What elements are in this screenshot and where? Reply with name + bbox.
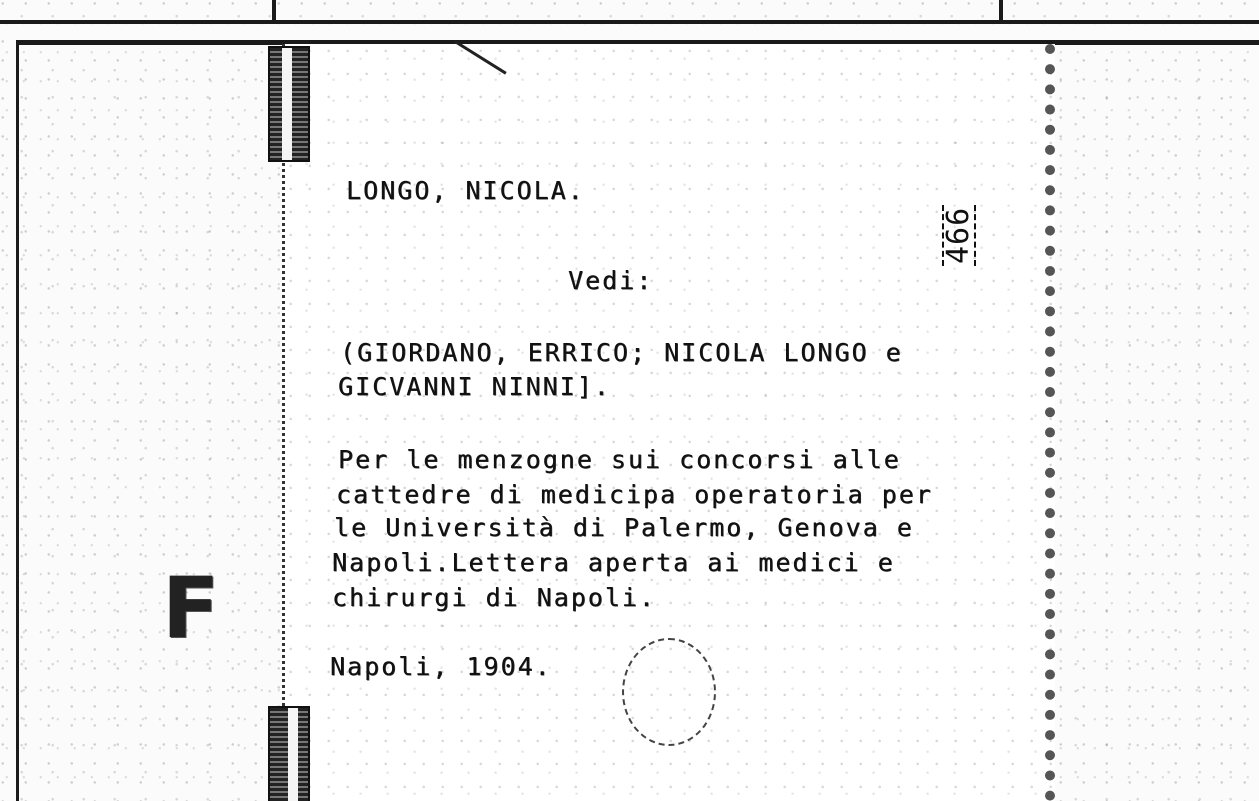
imprint-line: Napoli, 1904. [330, 652, 552, 681]
card-heading: LONGO, NICOLA. [346, 176, 585, 205]
left-frame-edge [16, 40, 19, 801]
drawer-letter: F [162, 559, 220, 657]
description-line-5: chirurgi di Napoli. [332, 583, 656, 612]
reference-line-2: GICVANNI NINNI]. [338, 372, 611, 401]
reference-line-1: (GIORDANO, ERRICO; NICOLA LONGO e [340, 338, 903, 367]
call-number: 466 [941, 206, 976, 264]
binder-clip-bottom [268, 706, 310, 801]
description-line-1: Per le menzogne sui concorsi alle [338, 445, 901, 474]
see-label: Vedi: [568, 266, 654, 295]
binder-clip-top [268, 46, 310, 162]
top-scan-rule [0, 20, 1259, 24]
punch-hole [622, 638, 716, 746]
description-line-4: Napoli.Lettera aperta ai medici e [332, 548, 895, 577]
description-line-3: le Università di Palermo, Genova e [334, 513, 914, 542]
top-tick-left [272, 0, 276, 20]
top-tick-right [999, 0, 1003, 24]
description-line-2: cattedre di medicipa operatoria per [336, 480, 933, 509]
